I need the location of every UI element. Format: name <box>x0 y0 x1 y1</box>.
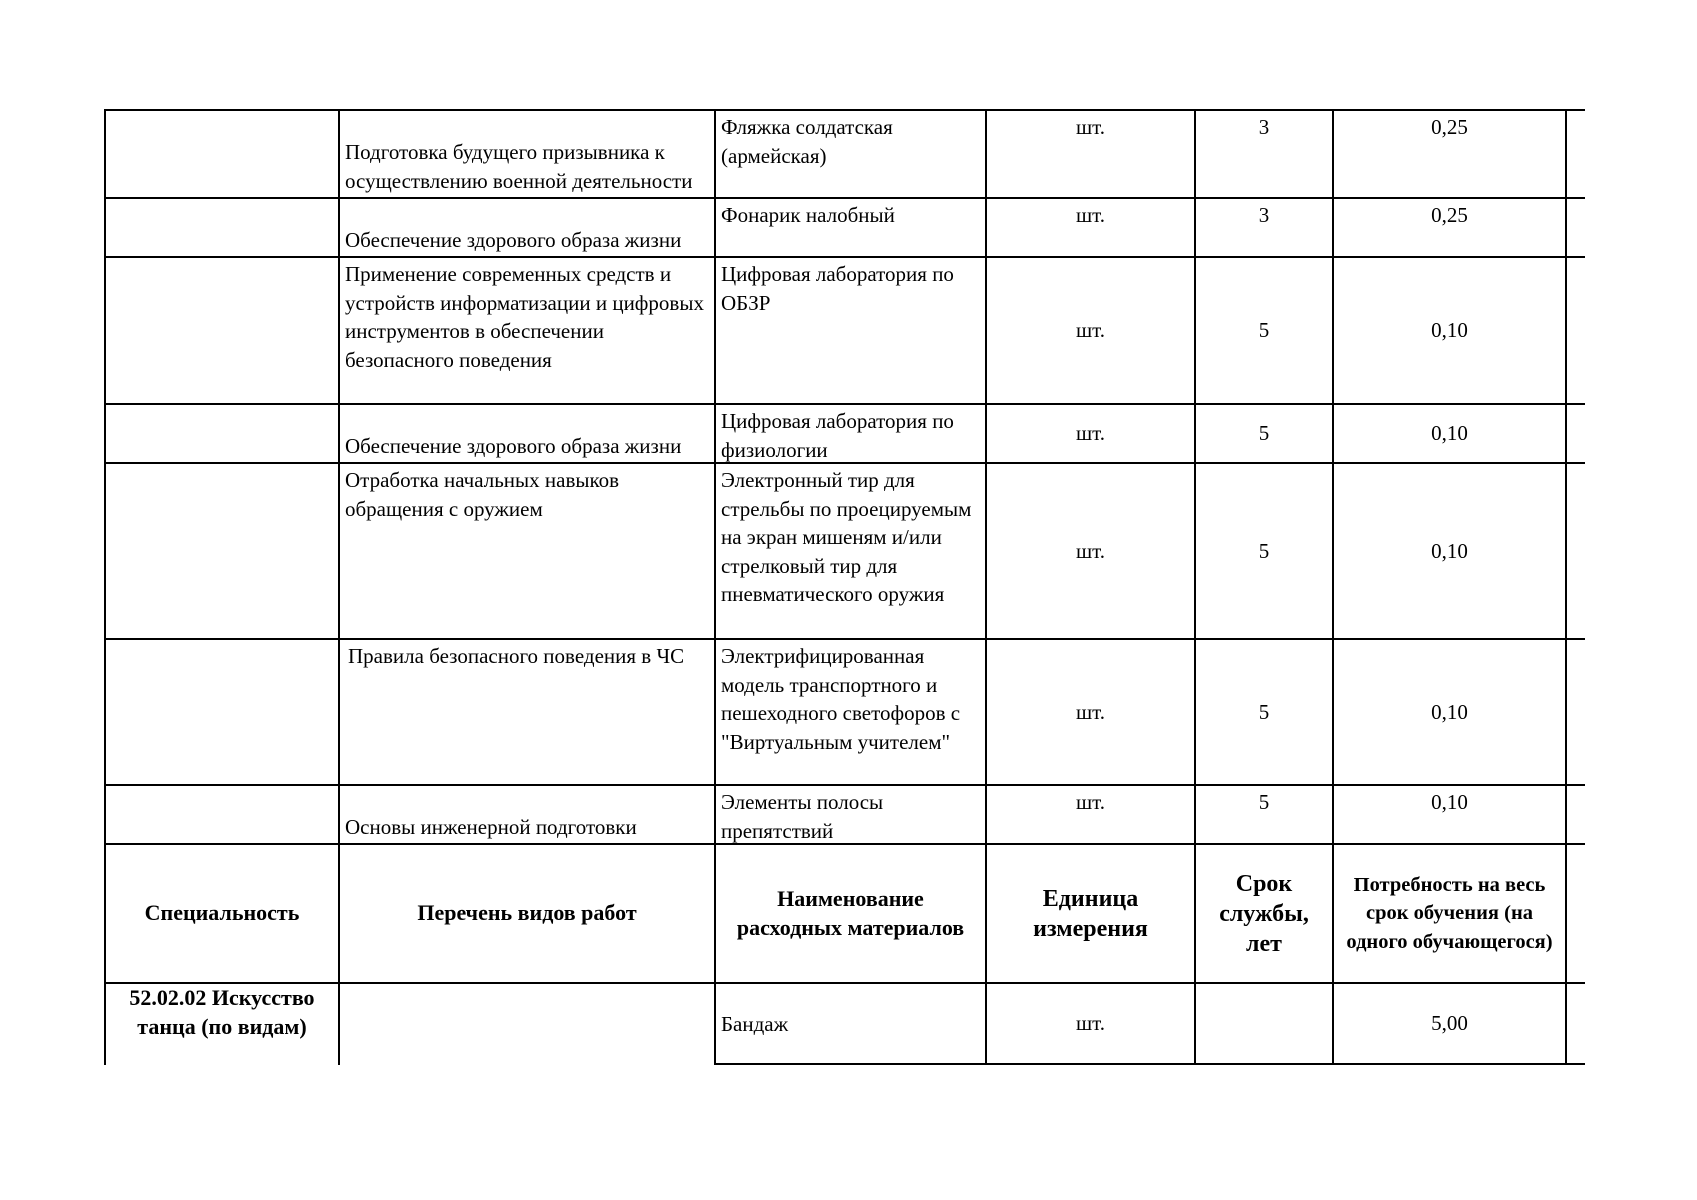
table-cell-material: Цифровая лаборатория по физиологии <box>721 409 954 462</box>
table-cell-specialty <box>106 640 338 784</box>
table-cell-service-years: 5 <box>1258 538 1270 563</box>
table-cell-unit: шт. <box>1075 699 1106 724</box>
column-header-material: Наименование расходных материалов <box>736 886 965 940</box>
table-cell-work: Отработка начальных навыков обращения с оружием <box>345 468 620 521</box>
table-cell-material: Бандаж <box>721 1012 789 1037</box>
table-cell-unit: шт. <box>1075 1011 1106 1036</box>
column-divider <box>1565 109 1567 1065</box>
table-cell-service-years <box>1196 984 1332 1063</box>
table-cell-service-years: 5 <box>1258 699 1270 724</box>
table-cell-material: Цифровая лаборатория по ОБЗР <box>721 262 954 315</box>
table-cell-need: 5,00 <box>1431 1011 1468 1036</box>
column-header-need: Потребность на весь срок обучения (на одного обучающегося) <box>1346 873 1553 953</box>
table-cell-unit: шт. <box>1075 538 1106 563</box>
table-cell-specialty <box>106 464 338 638</box>
column-header-work: Перечень видов работ <box>417 900 637 926</box>
table-cell-material: Элементы полосы препятствий <box>721 790 884 843</box>
table-cell-specialty <box>106 111 338 197</box>
table-cell-specialty <box>106 199 338 256</box>
table-cell-specialty <box>106 405 338 462</box>
table-cell-need: 0,10 <box>1431 421 1468 446</box>
table-cell-material: Фляжка солдатская (армейская) <box>721 115 893 168</box>
column-header-unit: Единица измерения <box>1033 885 1148 942</box>
table-cell-need: 0,10 <box>1431 318 1468 343</box>
table-cell-specialty-code: 52.02.02 Искусство танца (по видам) <box>129 985 315 1039</box>
table-cell-need: 0,10 <box>1431 538 1468 563</box>
table-cell-work: Правила безопасного поведения в ЧС <box>348 644 685 668</box>
column-header-service-years: Срок службы, лет <box>1219 870 1309 957</box>
table-cell-need: 0,10 <box>1431 699 1468 724</box>
table-cell-material: Электронный тир для стрельбы по проецируемым на экран мишеням и/или стрелковый тир для пневматического оружия <box>721 468 972 606</box>
column-header-specialty: Специальность <box>144 900 300 926</box>
table-cell-work: Подготовка будущего призывника к осуществлению военной деятельности <box>345 140 693 193</box>
table-cell-work <box>340 984 714 1063</box>
table-cell-need: 0,10 <box>1431 790 1468 814</box>
table-cell-need: 0,25 <box>1431 203 1468 227</box>
table-cell-work: Применение современных средств и устройств информатизации и цифровых инструментов в обеспечении безопасного поведения <box>345 262 704 372</box>
table-cell-unit: шт. <box>1075 203 1106 227</box>
table-cell-work: Основы инженерной подготовки <box>345 814 637 839</box>
table-cell-unit: шт. <box>1075 790 1106 814</box>
table-cell-service-years: 3 <box>1258 203 1270 227</box>
table-bottom-border-partial <box>714 1063 1585 1065</box>
table-cell-need: 0,25 <box>1431 115 1468 139</box>
table-cell-material: Фонарик налобный <box>721 203 895 227</box>
table-cell-unit: шт. <box>1075 421 1106 446</box>
table-cell-service-years: 5 <box>1258 790 1270 814</box>
table-cell-specialty <box>106 258 338 403</box>
table-cell-material: Электрифицированная модель транспортного и пешеходного светофоров с "Виртуальным учителем" <box>721 644 961 754</box>
table-cell-service-years: 5 <box>1258 421 1270 446</box>
table-cell-service-years: 5 <box>1258 318 1270 343</box>
table-cell-service-years: 3 <box>1258 115 1270 139</box>
table-cell-unit: шт. <box>1075 115 1106 139</box>
table-cell-work: Обеспечение здорового образа жизни <box>345 433 682 458</box>
table-cell-unit: шт. <box>1075 318 1106 343</box>
table-cell-work: Обеспечение здорового образа жизни <box>345 227 682 252</box>
table-cell-specialty <box>106 786 338 843</box>
